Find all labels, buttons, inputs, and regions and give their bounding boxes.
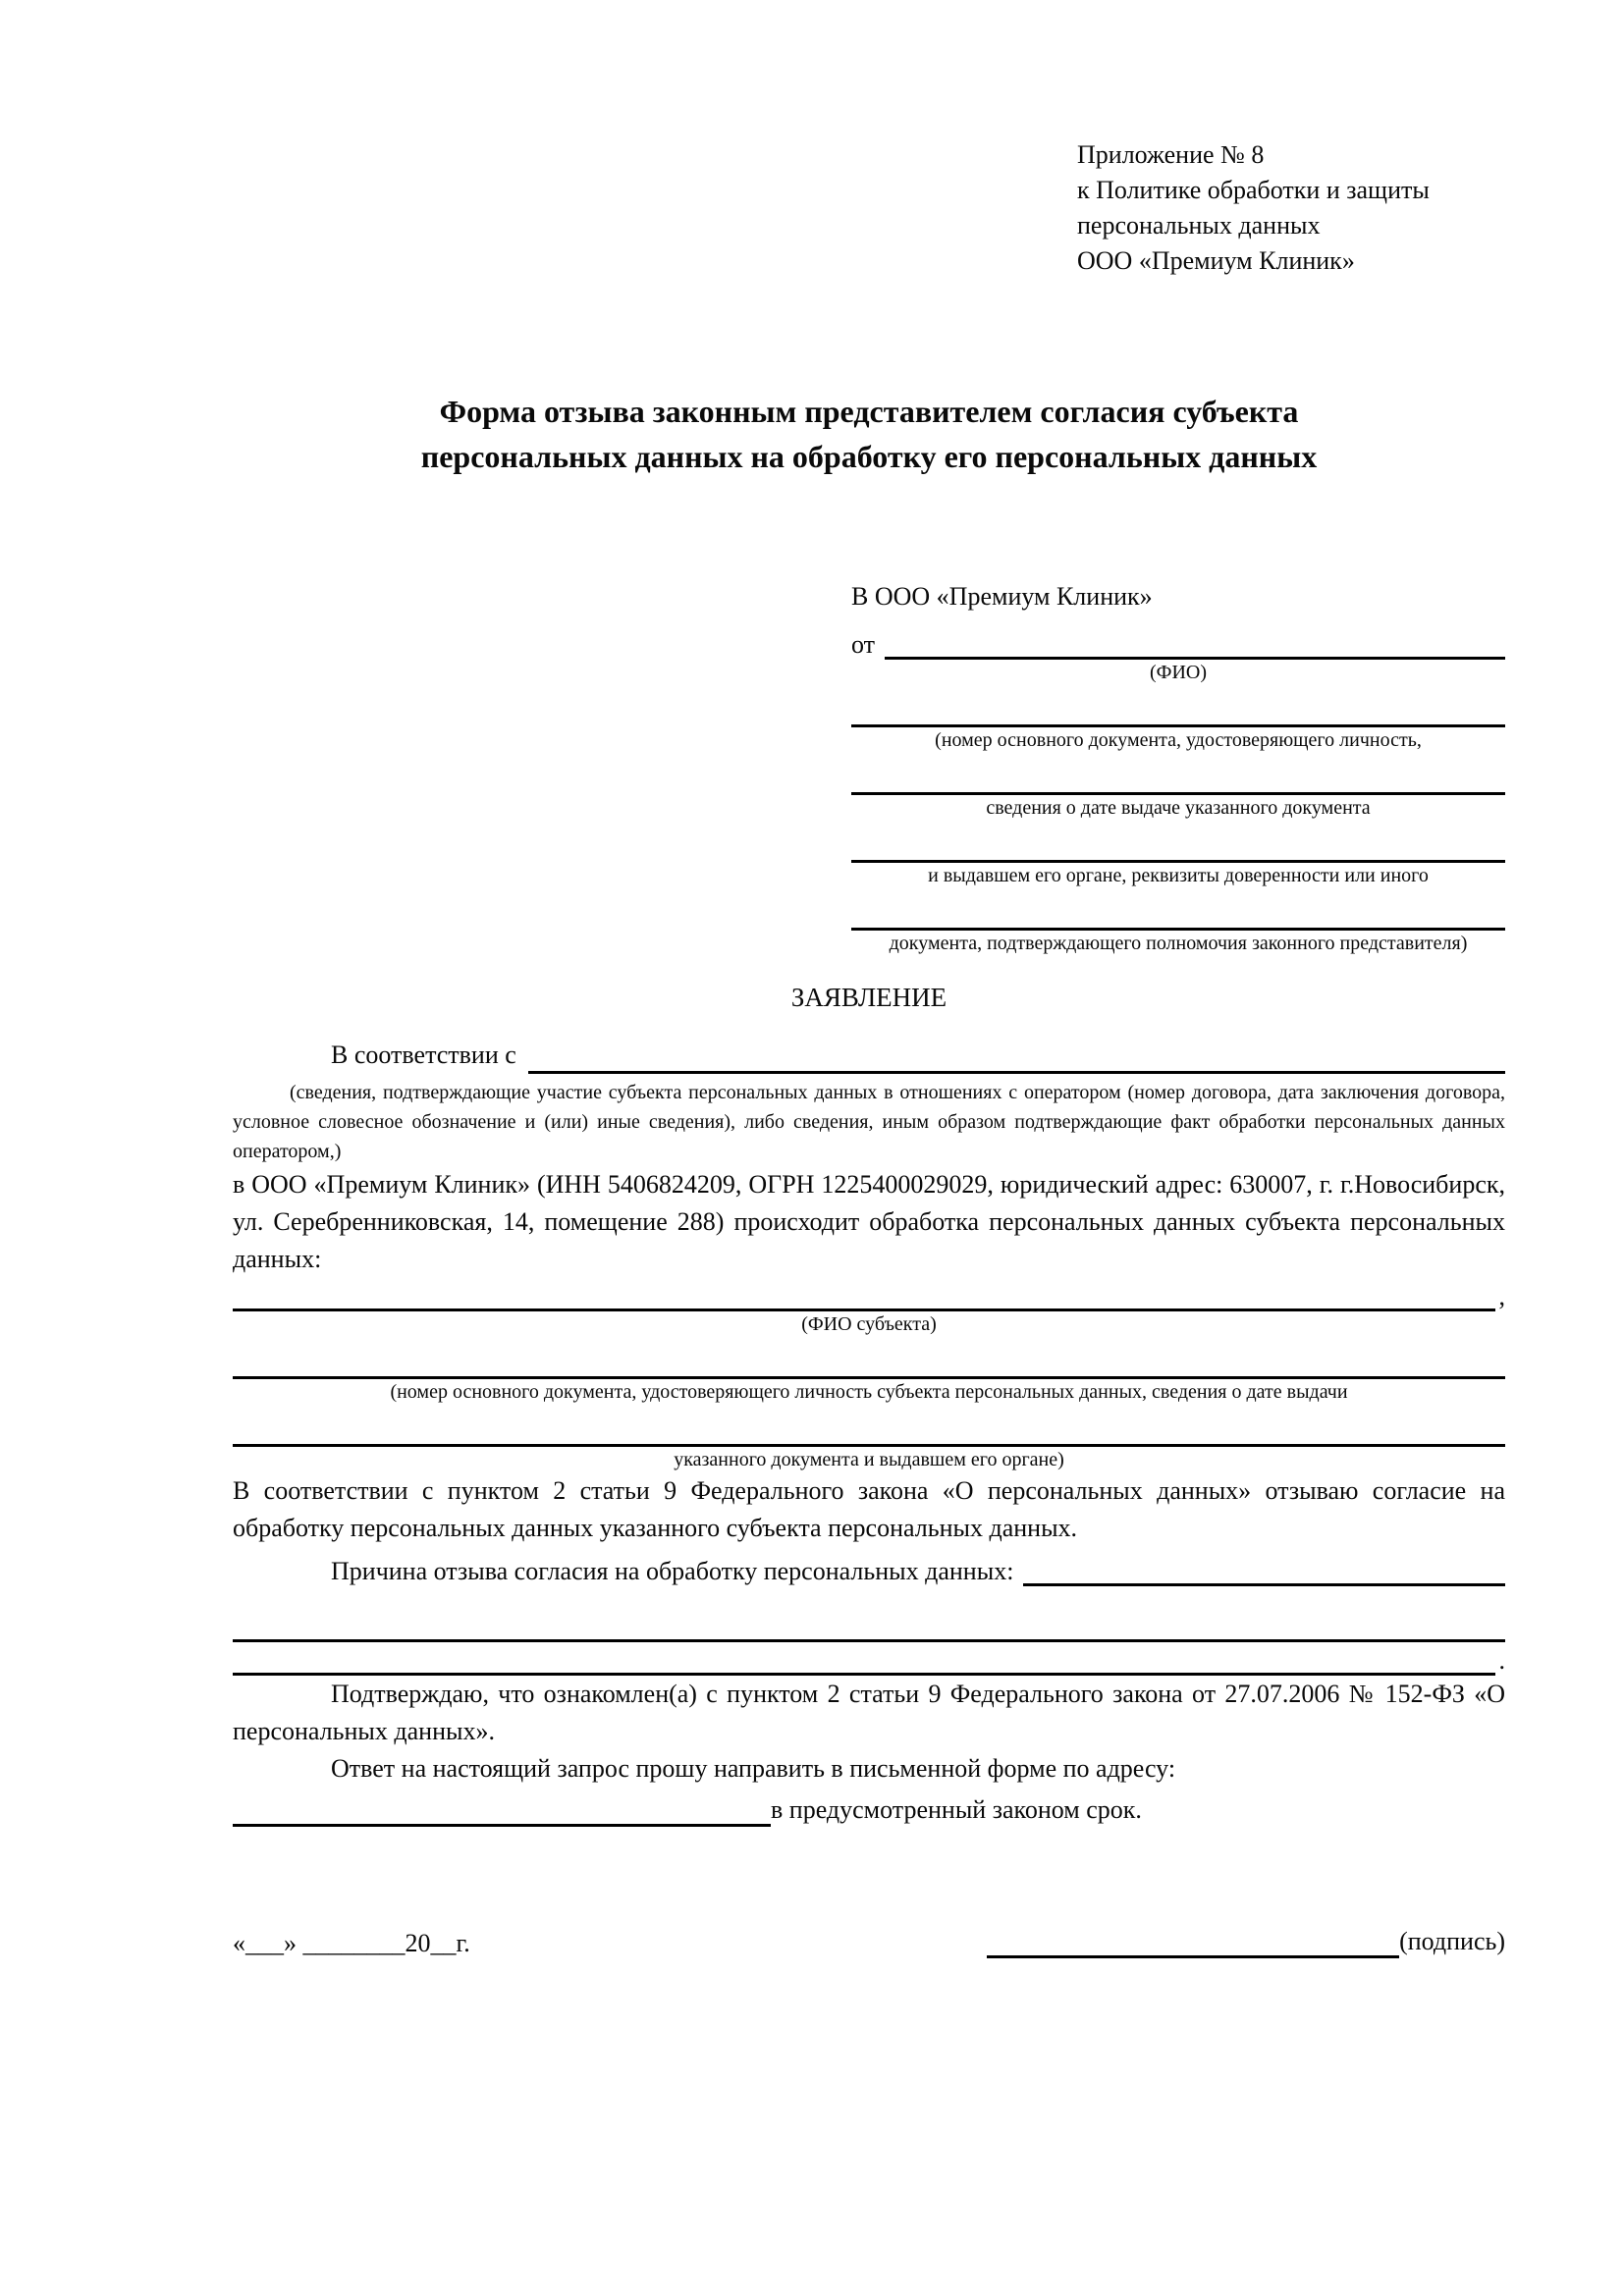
operator-paragraph: в ООО «Премиум Клиник» (ИНН 5406824209, ОГРН 1225400029029, юридический адрес: 630007, г. г.Новосибирск, ул. Серебренниковская, 14, помещение 288) происходит обработка персональных данных субъекта персональных данных: [233, 1170, 1505, 1273]
doc-caption: (номер основного документа, удостоверяющего личность, [935, 729, 1422, 751]
subject-fio-row [233, 1278, 1505, 1311]
subject-fio-caption: (ФИО субъекта) [801, 1313, 937, 1335]
subject-doc-blank-line [233, 1337, 1505, 1379]
signature-blank-line [987, 1922, 1399, 1958]
form-title-line-1: Форма отзыва законным представителем согласия субъекта [439, 394, 1299, 429]
from-row [851, 616, 1505, 660]
period-mark: . [1498, 1646, 1505, 1675]
subject-doc-caption-2: указанного документа и выдавшем его органе) [674, 1449, 1064, 1470]
subject-doc-caption-1: (номер основного документа, удостоверяющего личность субъекта персональных данных, сведения о дате выдачи [390, 1381, 1348, 1403]
annex-line: к Политике обработки и защиты [1077, 176, 1430, 204]
doc-blank-line [851, 685, 1505, 727]
addressee-recipient: В ООО «Премиум Клиник» [851, 582, 1153, 611]
subject-doc-blank-line [233, 1405, 1505, 1447]
doc-caption: сведения о дате выдаче указанного документа [986, 797, 1371, 819]
annex-line: ООО «Премиум Клиник» [1077, 246, 1355, 275]
reply-tail: в предусмотренный законом срок. [771, 1795, 1142, 1824]
reason-blank-line [1023, 1583, 1505, 1586]
from-label: от [851, 630, 876, 659]
doc-blank-line [851, 821, 1505, 863]
statement-heading: ЗАЯВЛЕНИЕ [790, 983, 947, 1012]
accordance-row [233, 1035, 1505, 1074]
fine-print-note: (сведения, подтверждающие участие субъекта персональных данных в отношениях с оператором (номер договора, дата заключения договора, условное словесное обозначение и (или) иные сведения), либо сведения, иным образом подтверждающие факт обработки персональных данных оператором,) [233, 1082, 1505, 1162]
withdrawal-paragraph: В соответствии с пунктом 2 статьи 9 Федерального закона «О персональных данных» отзываю согласие на обработку персональных данных указанного субъекта персональных данных. [233, 1476, 1505, 1542]
date-blank: «___» ________20__г. [233, 1929, 470, 1957]
reason-label: Причина отзыва согласия на обработку персональных данных: [331, 1557, 1014, 1585]
accordance-label: В соответствии с [331, 1041, 516, 1069]
reason-row [233, 1547, 1505, 1586]
signature-caption: (подпись) [1399, 1927, 1505, 1955]
confirmation-paragraph: Подтверждаю, что ознакомлен(а) с пунктом 2 статьи 9 Федерального закона от 27.07.2006 № 152-ФЗ «О персональных данных». [233, 1680, 1505, 1745]
signature-strip [233, 1917, 1505, 1958]
fio-caption: (ФИО) [1149, 662, 1207, 683]
reply-address-blank-line [233, 1824, 771, 1827]
doc-caption: документа, подтверждающего полномочия законного представителя) [889, 933, 1468, 954]
reason-extra-row-2 [233, 1642, 1505, 1676]
reason-extra-blank-line-1 [233, 1586, 1505, 1642]
doc-blank-line [851, 888, 1505, 931]
addressee-block [851, 577, 1505, 956]
annex-line: Приложение № 8 [1077, 140, 1265, 169]
annex-header [1077, 137, 1505, 279]
form-title [233, 389, 1505, 479]
doc-caption: и выдавшем его органе, реквизиты доверенности или иного [928, 865, 1429, 886]
signature-area [987, 1922, 1505, 1958]
accordance-blank-line [528, 1071, 1505, 1074]
doc-blank-line [851, 753, 1505, 795]
annex-line: персональных данных [1077, 211, 1321, 240]
form-title-line-2: персональных данных на обработку его персональных данных [420, 439, 1318, 474]
reply-tail-row [233, 1788, 1505, 1827]
comma-mark: , [1498, 1282, 1505, 1310]
reply-paragraph: Ответ на настоящий запрос прошу направить в письменной форме по адресу: [331, 1754, 1176, 1783]
